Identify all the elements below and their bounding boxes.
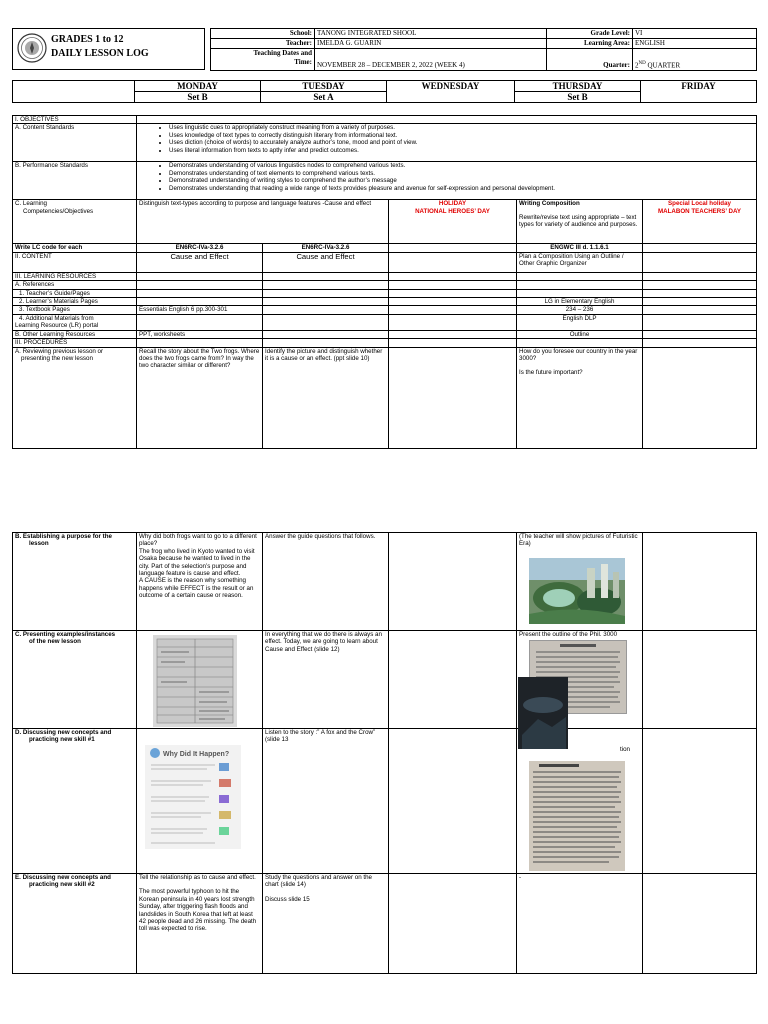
grade-value: VI bbox=[633, 29, 757, 39]
performance-standard-item: • Demonstrated understanding of writing styles to comprehend the author’s message bbox=[169, 177, 754, 184]
procedure-a-tuesday: Identify the picture and distinguish whether it is a cause or an effect. (ppt slide 10) bbox=[263, 347, 389, 448]
empty-cell bbox=[389, 289, 517, 297]
procedure-e-monday-text: The most powerful typhoon to hit the Korean peninsula in 40 years lost strength Sunday, after triggering flash floods and landslides in South Korea that left at least 42 people dead and 26 missing. The death toll was expected to rise. bbox=[139, 888, 257, 933]
references-label: A. References bbox=[13, 281, 137, 289]
empty-cell bbox=[643, 281, 757, 289]
procedure-b-tuesday: Answer the guide questions that follows. bbox=[263, 533, 389, 631]
quarter-label: Quarter: bbox=[547, 49, 633, 71]
dates-label-line1: Teaching Dates and bbox=[253, 49, 312, 57]
empty-cell bbox=[137, 289, 263, 297]
procedure-a-line2: presenting the new lesson bbox=[21, 355, 93, 363]
dates-value: NOVEMBER 28 – DECEMBER 2, 2022 (WEEK 4) bbox=[315, 49, 547, 71]
textbook-thursday: 234 – 236 bbox=[517, 306, 643, 314]
procedure-b-monday-text: The frog who lived in Kyoto wanted to visit Osaka because he wanted to lived in the city. Part of the selection’s purpose and language feature is cause and effect. bbox=[139, 547, 255, 578]
procedure-d-label bbox=[13, 729, 137, 874]
empty-cell bbox=[643, 631, 757, 729]
procedure-b-monday-def: A CAUSE is the reason why something happens while EFFECT is the result or an outcome of a certain cause or reason. bbox=[139, 577, 254, 600]
empty-cell bbox=[137, 298, 263, 306]
procedure-d-line1: D. Discussing new concepts and bbox=[15, 729, 112, 736]
procedure-a-thursday-q1: How do you foresee our country in the year 3000? bbox=[519, 347, 638, 363]
holiday-cell bbox=[389, 200, 517, 244]
empty-cell bbox=[389, 314, 517, 330]
header-title-line2: DAILY LESSON LOG bbox=[51, 48, 149, 59]
content-standards-cell bbox=[137, 124, 757, 162]
dates-label-line2: Time: bbox=[294, 58, 312, 66]
lesson-table-page2 bbox=[12, 532, 757, 974]
content-friday bbox=[643, 252, 757, 272]
set-monday: Set B bbox=[135, 92, 261, 103]
quarter-number: 2 bbox=[635, 61, 639, 69]
procedure-c-label bbox=[13, 631, 137, 729]
area-label: Learning Area: bbox=[547, 39, 633, 49]
content-standards-list bbox=[139, 124, 754, 154]
dates-label bbox=[211, 49, 315, 71]
procedures-label: III. PROCEDURES bbox=[13, 339, 137, 347]
header-info-table bbox=[210, 28, 757, 71]
empty-cell bbox=[643, 874, 757, 974]
quarter-suffix: ND bbox=[638, 60, 646, 66]
competencies-label-line2: Competencies/Objectives bbox=[23, 207, 94, 215]
content-label: II. CONTENT bbox=[13, 252, 137, 272]
futuristic-city-image bbox=[529, 558, 625, 624]
empty-cell bbox=[643, 729, 757, 874]
set-tuesday: Set A bbox=[261, 92, 387, 103]
competencies-mon-tue: Distinguish text-types according to purpose and language features -Cause and effect bbox=[137, 200, 389, 244]
procedure-a-label bbox=[13, 347, 137, 448]
teacher-label: Teacher: bbox=[211, 39, 315, 49]
empty-cell bbox=[643, 289, 757, 297]
empty-cell bbox=[263, 298, 389, 306]
procedure-a-monday: Recall the story about the Two frogs. Where does the two frogs came from? In way the two character similar or different? bbox=[137, 347, 263, 448]
empty-cell bbox=[263, 314, 389, 330]
procedure-b-label bbox=[13, 533, 137, 631]
page-header bbox=[12, 28, 756, 70]
empty-cell bbox=[389, 729, 517, 874]
performance-standard-item: • Demonstrates understanding of text elements to comprehend various texts. bbox=[169, 170, 754, 177]
empty-cell bbox=[517, 281, 643, 289]
days-header-table bbox=[12, 80, 757, 103]
thursday-d-tail-text: tion bbox=[620, 746, 630, 753]
thursday-competency: Rewrite/revise text using appropriate – text types for variety of audience and purposes. bbox=[519, 213, 638, 229]
other-resources-label: B. Other Learning Resources bbox=[13, 330, 137, 338]
day-monday: MONDAY bbox=[135, 81, 261, 92]
empty-cell bbox=[389, 306, 517, 314]
empty-cell bbox=[643, 347, 757, 448]
content-standards-label: A. Content Standards bbox=[13, 124, 137, 162]
empty-cell bbox=[517, 289, 643, 297]
procedure-e-tuesday-q: Study the questions and answer on the chart (slide 14) bbox=[265, 874, 372, 889]
empty-cell bbox=[517, 339, 643, 347]
procedure-b-thursday: (The teacher will show pictures of Futuristic Era) bbox=[517, 533, 643, 631]
performance-standards-label: B. Performance Standards bbox=[13, 162, 137, 200]
competencies-label bbox=[13, 200, 137, 244]
procedure-b-line2: lesson bbox=[29, 540, 49, 548]
thursday-title: Writing Composition bbox=[519, 200, 580, 208]
procedure-e-line2: practicing new skill #2 bbox=[29, 881, 95, 889]
lc-code-friday bbox=[643, 244, 757, 252]
content-standard-item: • Uses diction (choice of words) to accurately analyze author’s tone, mood and point of view. bbox=[169, 139, 754, 146]
content-standard-item: • Uses knowledge of text types to correctly distinguish literary from informational text. bbox=[169, 132, 754, 139]
friday-holiday-line2: MALABON TEACHERS’ DAY bbox=[658, 207, 741, 215]
empty-cell bbox=[389, 347, 517, 448]
friday-holiday-cell bbox=[643, 200, 757, 244]
day-friday: FRIDAY bbox=[641, 81, 757, 103]
empty-cell bbox=[263, 272, 389, 280]
empty-cell bbox=[389, 330, 517, 338]
empty-cell bbox=[389, 874, 517, 974]
procedure-a-line1: A. Reviewing previous lesson or bbox=[15, 347, 104, 355]
textbook-monday: Essentials English 6 pp.300-301 bbox=[137, 306, 263, 314]
lc-code-wednesday bbox=[389, 244, 517, 252]
learners-materials-label: 2. Learner’s Materials Pages bbox=[13, 298, 137, 306]
performance-standard-item: • Demonstrates understanding that reading a wide range of texts provides pleasure and avenue for self-expression and personal development. bbox=[169, 185, 754, 192]
lc-code-tuesday: EN6RC-IVa-3.2.6 bbox=[263, 244, 389, 252]
learners-materials-thursday: LG in Elementary English bbox=[517, 298, 643, 306]
empty-cell bbox=[389, 631, 517, 729]
holiday-line2: NATIONAL HEROES’ DAY bbox=[415, 207, 490, 215]
empty-cell bbox=[643, 306, 757, 314]
empty-cell bbox=[389, 281, 517, 289]
empty-cell bbox=[643, 339, 757, 347]
empty-cell bbox=[263, 289, 389, 297]
why-did-it-happen-worksheet bbox=[145, 745, 241, 849]
procedure-d-tuesday: Listen to the story :” A fox and the Crow” (slide 13 bbox=[263, 729, 389, 874]
additional-materials-line1: 4. Additional Materials from bbox=[19, 314, 94, 322]
empty-cell bbox=[643, 533, 757, 631]
worksheet-title: Why Did It Happen? bbox=[163, 751, 230, 758]
procedure-d-line2: practicing new skill #1 bbox=[29, 736, 95, 744]
performance-standard-item: • Demonstrates understanding of various linguistics nodes to comprehend various texts. bbox=[169, 162, 754, 169]
day-tuesday: TUESDAY bbox=[261, 81, 387, 92]
other-resources-thursday: Outline bbox=[517, 330, 643, 338]
empty-cell bbox=[643, 298, 757, 306]
teachers-guide-label: 1. Teacher’s Guide/Pages bbox=[13, 289, 137, 297]
procedure-e-thursday: - bbox=[517, 874, 643, 974]
procedure-c-tuesday: In everything that we do there is always an effect. Today, we are going to learn about Cause and Effect (slide 12) bbox=[263, 631, 389, 729]
procedure-e-tuesday bbox=[263, 874, 389, 974]
school-label: School: bbox=[211, 29, 315, 39]
procedure-a-thursday-q2: Is the future important? bbox=[519, 369, 583, 377]
empty-cell bbox=[137, 314, 263, 330]
teacher-value: IMELDA G. GUARIN bbox=[315, 39, 547, 49]
days-corner-cell bbox=[13, 81, 135, 103]
empty-cell bbox=[263, 306, 389, 314]
other-resources-monday: PPT, worksheets bbox=[137, 330, 263, 338]
empty-cell bbox=[517, 272, 643, 280]
dark-scene-image bbox=[518, 677, 568, 749]
empty-cell bbox=[389, 272, 517, 280]
procedure-c-thursday: Present the outline of the Phil. 3000 bbox=[517, 631, 643, 729]
quarter-value bbox=[633, 49, 757, 71]
empty-cell bbox=[137, 281, 263, 289]
day-wednesday: WEDNESDAY bbox=[387, 81, 515, 103]
deped-seal-icon bbox=[17, 33, 47, 63]
additional-materials-thursday: English DLP bbox=[517, 314, 643, 330]
empty-cell bbox=[137, 272, 263, 280]
grade-label: Grade Level: bbox=[547, 29, 633, 39]
lc-code-thursday: ENGWC III d. 1.1.6.1 bbox=[517, 244, 643, 252]
content-monday: Cause and Effect bbox=[137, 252, 263, 272]
content-tuesday: Cause and Effect bbox=[263, 252, 389, 272]
objectives-label: I. OBJECTIVES bbox=[13, 116, 137, 124]
empty-cell bbox=[389, 339, 517, 347]
competencies-thursday bbox=[517, 200, 643, 244]
objectives-blank bbox=[137, 116, 757, 124]
empty-cell bbox=[643, 272, 757, 280]
procedure-e-line1: E. Discussing new concepts and bbox=[15, 874, 111, 881]
header-title-box bbox=[12, 28, 205, 70]
procedure-b-monday bbox=[137, 533, 263, 631]
empty-cell bbox=[263, 281, 389, 289]
procedure-e-label bbox=[13, 874, 137, 974]
textbook-label: 3. Textbook Pages bbox=[13, 306, 137, 314]
procedure-e-tuesday-discuss: Discuss slide 15 bbox=[265, 895, 310, 903]
lc-code-label: Write LC code for each bbox=[13, 244, 137, 252]
procedure-a-thursday bbox=[517, 347, 643, 448]
lc-code-monday: EN6RC-IVa-3.2.6 bbox=[137, 244, 263, 252]
additional-materials-label bbox=[13, 314, 137, 330]
performance-standards-list bbox=[139, 162, 754, 192]
school-value: TANONG INTEGRATED SHOOL bbox=[315, 29, 547, 39]
content-thursday: Plan a Composition Using an Outline / Other Graphic Organizer bbox=[517, 252, 643, 272]
lesson-table-page1 bbox=[12, 115, 757, 449]
performance-standards-cell bbox=[137, 162, 757, 200]
empty-cell bbox=[643, 330, 757, 338]
friday-holiday-line1: Special Local holiday bbox=[668, 200, 731, 208]
empty-cell bbox=[643, 314, 757, 330]
procedure-b-monday-q: Why did both frogs want to go to a different place? bbox=[139, 533, 257, 548]
content-wednesday bbox=[389, 252, 517, 272]
resources-label: III. LEARNING RESOURCES bbox=[13, 272, 137, 280]
additional-materials-line2: Learning Resource (LR) portal bbox=[15, 322, 99, 330]
content-standard-item: • Uses linguistic cues to appropriately construct meaning from a variety of purposes. bbox=[169, 124, 754, 131]
news-clipping-image bbox=[529, 761, 625, 871]
procedure-c-line2: of the new lesson bbox=[29, 638, 81, 646]
empty-cell bbox=[389, 533, 517, 631]
procedure-b-line1: B. Establishing a purpose for the bbox=[15, 533, 112, 540]
area-value: ENGLISH bbox=[633, 39, 757, 49]
cause-effect-table-image bbox=[153, 635, 237, 727]
quarter-word: QUARTER bbox=[645, 61, 681, 69]
holiday-line1: HOLIDAY bbox=[438, 200, 467, 208]
procedure-c-line1: C. Presenting examples/instances bbox=[15, 631, 116, 638]
competencies-label-line1: C. Learning bbox=[15, 200, 47, 208]
procedure-e-monday-q: Tell the relationship as to cause and effect. bbox=[139, 874, 256, 881]
content-standard-item: • Uses literal information from texts to aptly infer and predict outcomes. bbox=[169, 147, 754, 154]
empty-cell bbox=[137, 339, 263, 347]
empty-cell bbox=[389, 298, 517, 306]
empty-cell bbox=[263, 339, 389, 347]
set-thursday: Set B bbox=[515, 92, 641, 103]
empty-cell bbox=[263, 330, 389, 338]
procedure-e-monday bbox=[137, 874, 263, 974]
header-title-line1: GRADES 1 to 12 bbox=[51, 34, 124, 45]
day-thursday: THURSDAY bbox=[515, 81, 641, 92]
